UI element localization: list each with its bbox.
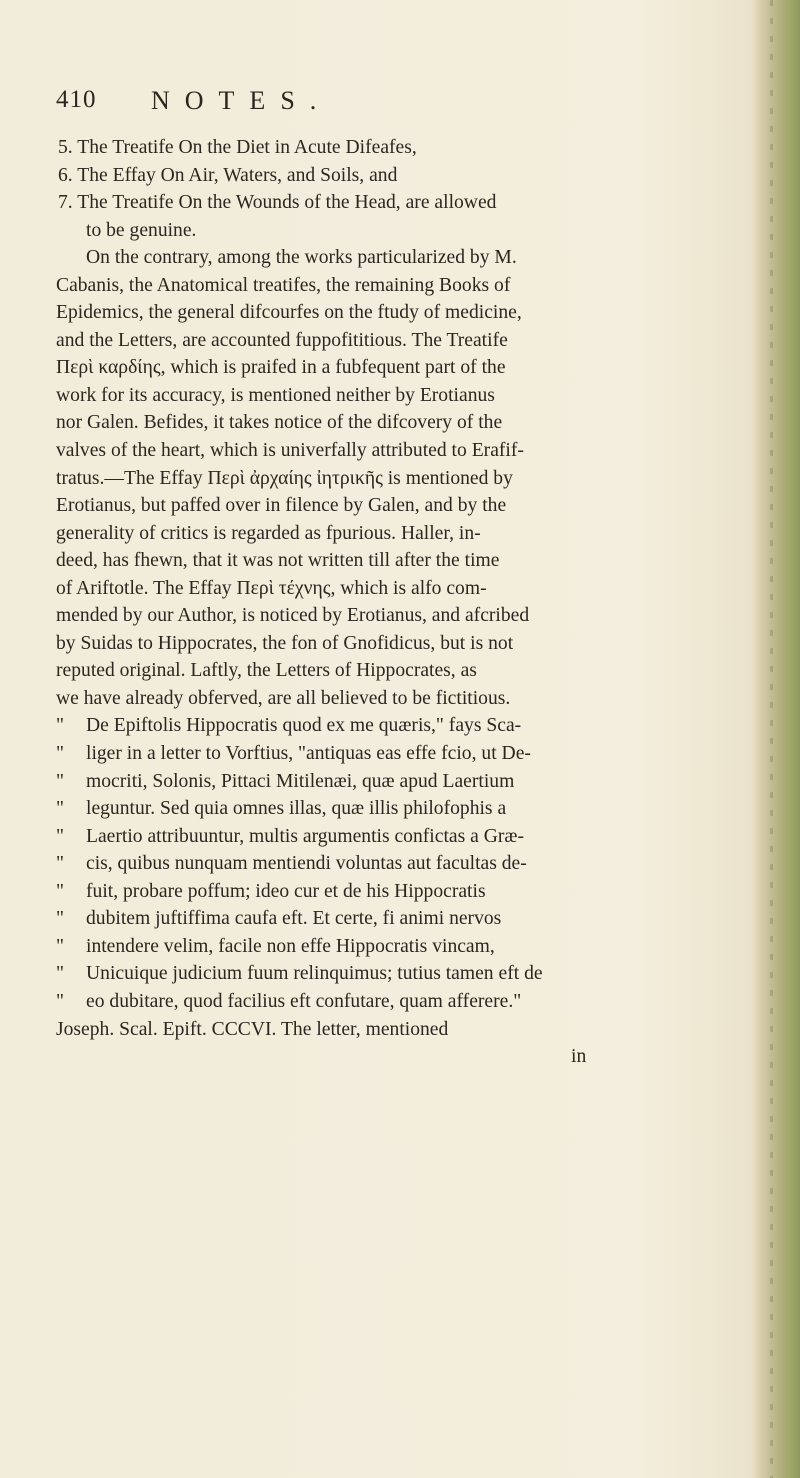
quote-line (56, 988, 752, 1016)
quote-mark: " (56, 743, 64, 765)
page-edge (752, 0, 800, 1478)
text-line: Erotianus, but paffed over in filence by Galen, and by the (56, 495, 507, 517)
running-title: NOTES. (151, 86, 332, 115)
quote-mark: " (56, 770, 64, 792)
text-line: reputed original. Laftly, the Letters of Hippocrates, as (56, 660, 477, 682)
quote-text: Laertio attribuuntur, multis argumentis confictas a Græ- (86, 825, 524, 847)
quote-mark: " (56, 963, 64, 985)
quote-text: liger in a letter to Vorftius, "antiquas eas effe fcio, ut De- (86, 743, 531, 765)
quote-mark: " (56, 908, 64, 930)
text-line: deed, has fhewn, that it was not written till after the time (56, 550, 500, 572)
text-line: work for its accuracy, is mentioned neither by Erotianus (56, 384, 495, 406)
quote-line (56, 850, 752, 878)
text-line: tratus.—The Effay Περὶ ἀρχαίης ἰητρικῆς is mentioned by (56, 467, 513, 489)
text-line: nor Galen. Befides, it takes notice of the difcovery of the (56, 412, 503, 434)
body-text (56, 134, 752, 1071)
text-line: Epidemics, the general difcourfes on the ftudy of medicine, (56, 302, 522, 324)
quote-line (56, 960, 752, 988)
text-line: mended by our Author, is noticed by Erotianus, and afcribed (56, 605, 530, 627)
page-number: 410 (56, 86, 97, 113)
quote-line (56, 905, 752, 933)
quote-line (56, 740, 752, 768)
quote-line (56, 712, 752, 740)
quote-text: leguntur. Sed quia omnes illas, quæ illis philofophis a (86, 798, 507, 820)
text-line: of Ariftotle. The Effay Περὶ τέχνης, which is alfo com- (56, 577, 487, 599)
text-line: Joseph. Scal. Epift. CCCVI. The letter, mentioned (56, 1018, 449, 1040)
text-line: and the Letters, are accounted fuppofititious. The Treatife (56, 329, 508, 351)
page-header (56, 86, 676, 126)
quote-text: dubitem juftiffima caufa eft. Et certe, fi animi nervos (86, 908, 502, 930)
text-line: Περὶ καρδίης, which is praifed in a fubfequent part of the (56, 357, 506, 379)
text-line: to be genuine. (86, 219, 197, 241)
quote-line (56, 823, 752, 851)
quote-mark: " (56, 935, 64, 957)
quote-line (56, 795, 752, 823)
catchword: in (571, 1046, 587, 1068)
quote-line (56, 933, 752, 961)
quote-mark: " (56, 825, 64, 847)
text-line: 6. The Effay On Air, Waters, and Soils, and (58, 164, 398, 186)
quote-text: intendere velim, facile non effe Hippocratis vincam, (86, 935, 495, 957)
quote-line (56, 768, 752, 796)
quote-mark: " (56, 798, 64, 820)
quote-text: De Epiftolis Hippocratis quod ex me quæris," fays Sca- (86, 715, 522, 737)
quote-text: cis, quibus nunquam mentiendi voluntas aut facultas de- (86, 853, 527, 875)
text-line: by Suidas to Hippocrates, the fon of Gnofidicus, but is not (56, 632, 514, 654)
text-line: generality of critics is regarded as fpurious. Haller, in- (56, 522, 481, 544)
quote-text: fuit, probare poffum; ideo cur et de his Hippocratis (86, 880, 486, 902)
quote-mark: " (56, 853, 64, 875)
text-line: valves of the heart, which is univerfally attributed to Erafif- (56, 440, 524, 462)
quote-text: mocriti, Solonis, Pittaci Mitilenæi, quæ apud Laertium (86, 770, 515, 792)
quote-line (56, 878, 752, 906)
text-line: 7. The Treatife On the Wounds of the Head, are allowed (58, 192, 497, 214)
quote-mark: " (56, 715, 64, 737)
quote-text: eo dubitare, quod facilius eft confutare, quam afferere." (86, 990, 522, 1012)
text-line: Cabanis, the Anatomical treatifes, the remaining Books of (56, 274, 511, 296)
quote-text: Unicuique judicium fuum relinquimus; tutius tamen eft de (86, 963, 543, 985)
text-line: 5. The Treatife On the Diet in Acute Difeafes, (58, 137, 417, 158)
quote-mark: " (56, 990, 64, 1012)
text-line: we have already obferved, are all believed to be fictitious. (56, 687, 511, 709)
quote-mark: " (56, 880, 64, 902)
text-line: On the contrary, among the works particularized by M. (86, 247, 517, 269)
